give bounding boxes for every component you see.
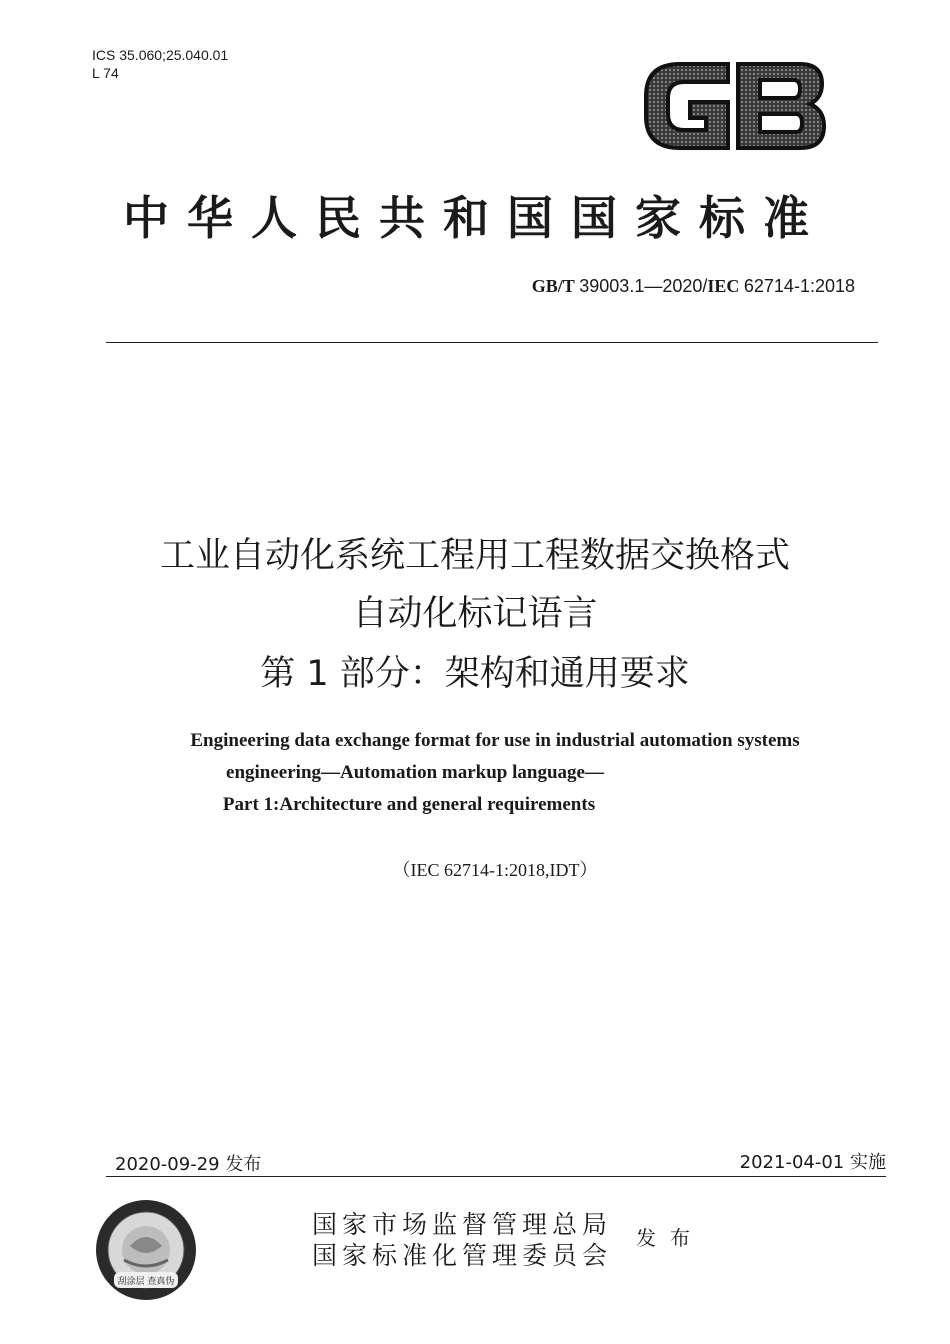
publisher-org-1: 国家市场监督管理总局 [312, 1210, 613, 1239]
standard-number [532, 276, 855, 297]
english-title-line-3: Part 1:Architecture and general requirements [222, 794, 596, 815]
iec-reference: （IEC 62714-1:2018,IDT） [392, 860, 598, 880]
implementation-date: 2021-04-01 实施 [739, 1152, 886, 1173]
english-title-line-1: Engineering data exchange format for use in industrial automation systems [190, 730, 800, 751]
chinese-title-line-3: 第 1 部分：架构和通用要求 [260, 654, 690, 694]
gb-logo [640, 56, 830, 156]
ccs-code: L 74 [92, 65, 119, 81]
national-standard-title: 中华人民共和国国家标准 [123, 191, 827, 245]
anti-counterfeit-seal [94, 1198, 198, 1302]
iec-prefix: IEC [707, 276, 740, 296]
bottom-divider [106, 1176, 886, 1177]
chinese-title-line-1: 工业自动化系统工程用工程数据交换格式 [159, 536, 790, 576]
english-title-line-2: engineering—Automation markup language— [226, 762, 604, 783]
standard-prefix: GB/T [531, 276, 575, 296]
standard-number-value: 39003.1—2020/ [579, 276, 708, 296]
issue-date: 2020-09-29 发布 [115, 1154, 262, 1175]
publisher-org-2: 国家标准化管理委员会 [312, 1241, 613, 1270]
ics-code: ICS 35.060;25.040.01 [92, 47, 229, 63]
publish-label: 发布 [636, 1226, 704, 1250]
iec-number-value: 62714-1:2018 [743, 276, 855, 296]
top-divider [106, 342, 878, 343]
chinese-title-line-2: 自动化标记语言 [352, 594, 598, 634]
classification-codes [92, 46, 228, 82]
seal-bottom-text: 刮涂层 查真伪 [117, 1277, 175, 1287]
